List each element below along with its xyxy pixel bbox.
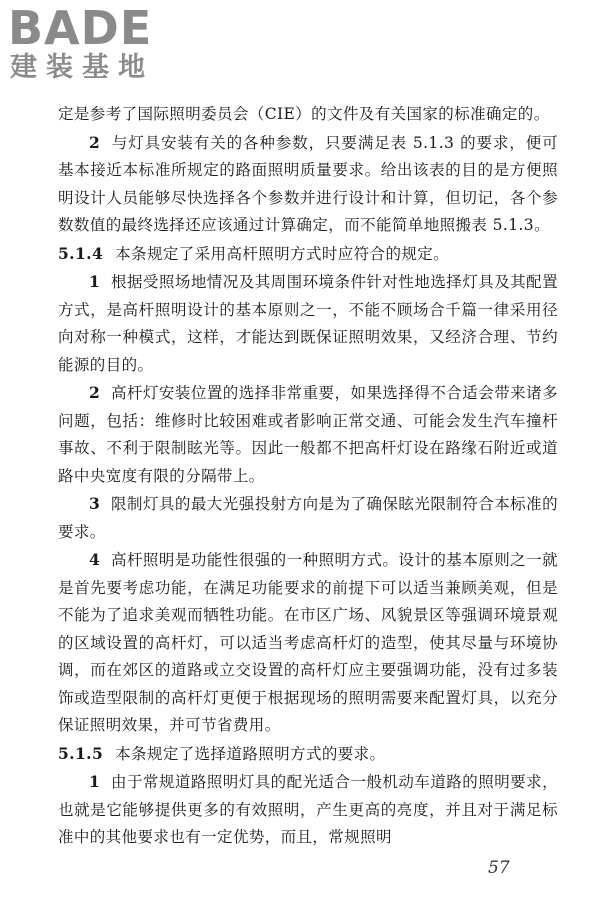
logo-subtitle-text: 建装基地 — [10, 52, 154, 83]
item-number: 1 — [89, 272, 101, 291]
paragraph-text: 高杆照明是功能性很强的一种照明方式。设计的基本原则之一就是首先要考虑功能，在满足功能要求的前提下可以适当兼顾美观，但是不能为了追求美观而牺牲功能。在市区广场、风貌景区等强调环境景观的区域设置的高杆灯，可以适当考虑高杆灯的造型，使其尽量与环境协调，而在郊区的道路或立交设置的高杆灯应主要强调功能，没有过多装饰或造型限制的高杆灯更便于根据现场的照明需要来配置灯具，以充分保证照明效果，并可节省费用。 — [58, 551, 559, 734]
item-number: 3 — [89, 494, 101, 513]
item-number: 1 — [89, 772, 101, 791]
paragraph-item-2 — [58, 379, 558, 490]
paragraph-item-1 — [58, 268, 558, 379]
paragraph-item-2 — [58, 129, 558, 240]
paragraph-item-3 — [58, 490, 558, 546]
paragraph-text: 与灯具安装有关的各种参数，只要满足表 5.1.3 的要求，便可基本接近本标准所规定的路面照明质量要求。给出该表的目的是方便照明设计人员能够尽快选择各个参数并进行设计和计算，但切记，各个参数数值的最终选择还应该通过计算确定，而不能简单地照搬表 5.1.3。 — [58, 133, 558, 234]
paragraph-item-1 — [58, 768, 558, 852]
section-number: 5.1.4 — [58, 243, 104, 263]
section-number: 5.1.5 — [58, 743, 104, 763]
body-text — [58, 101, 558, 852]
section-heading-5-1-5 — [58, 740, 558, 769]
paragraph-item-4 — [58, 546, 558, 740]
item-number: 2 — [89, 383, 101, 402]
page-number: 57 — [488, 858, 510, 878]
paragraph-text: 根据受照场地情况及其周围环境条件针对性地选择灯具及其配置方式，是高杆照明设计的基本原则之一，不能不顾场合千篇一律采用径向对称一种模式，这样，才能达到既保证照明效果，又经济合理、节约能源的目的。 — [58, 273, 559, 374]
item-number: 2 — [89, 132, 101, 152]
logo-brand-text: BADE — [8, 1, 153, 55]
paragraph-text: 由于常规道路照明灯具的配光适合一般机动车道路的照明要求，也就是它能够提供更多的有效照明，产生更高的亮度，并且对于满足标准中的其他要求也有一定优势，而且，常规照明 — [58, 773, 559, 846]
paragraph-text: 定是参考了国际照明委员会（CIE）的文件及有关国家的标准确定的。 — [58, 105, 550, 123]
paragraph-continuation — [58, 101, 558, 129]
item-number: 4 — [89, 550, 101, 569]
paragraph-text: 限制灯具的最大光强投射方向是为了确保眩光限制符合本标准的要求。 — [58, 495, 559, 541]
section-heading-5-1-4 — [58, 240, 558, 269]
bade-logo — [8, 1, 176, 90]
section-text: 本条规定了选择道路照明方式的要求。 — [115, 744, 386, 763]
paragraph-text: 高杆灯安装位置的选择非常重要，如果选择得不合适会带来诸多问题，包括：维修时比较困难或者影响正常交通、可能会发生汽车撞杆事故、不利于限制眩光等。因此一般都不把高杆灯设在路缘石附近或道路中央宽度有限的分隔带上。 — [58, 384, 559, 485]
section-text: 本条规定了采用高杆照明方式时应符合的规定。 — [115, 244, 450, 263]
